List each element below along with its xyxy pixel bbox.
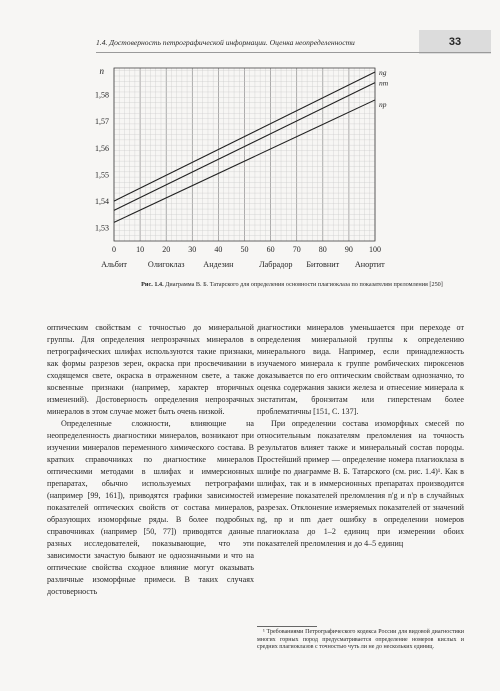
- mineral-label: Битовнит: [306, 260, 340, 269]
- mineral-label: Андезин: [203, 260, 234, 269]
- y-tick-label: 1,54: [95, 197, 109, 207]
- footnote: ¹ Требованиями Петрографического кодекса России для видовой диагностики многих горных пород предусматривается определение номеров кислых и средних плагиоклазов с точностью чуть ли не до нескольких единиц.: [257, 629, 464, 651]
- series-label-ng: ng: [379, 67, 387, 77]
- right-paragraph-1: диагностики минералов уменьшается при переходе от определения минеральной группы к определению минерального вида. Например, если принадлежность изучаемого минерала к группе ромбических пироксенов доказывается по его оптическим свойствам однозначно, то оценка содержания закиси железа и отнесение минерала к энстатитам, бронзитам или гиперстенам более проблематичны [151, С. 137].: [257, 323, 464, 416]
- mineral-label: Альбит: [101, 260, 127, 269]
- left-column: [47, 322, 254, 598]
- y-axis-label: n: [99, 66, 104, 76]
- running-header: 1.4. Достоверность петрографической информации. Оценка неопределенности: [96, 38, 355, 47]
- series-label-nm: nm: [379, 78, 389, 88]
- y-tick-label: 1,56: [95, 143, 109, 153]
- x-tick-label: 90: [344, 245, 353, 254]
- y-tick-label: 1,58: [95, 90, 109, 100]
- x-tick-label: 60: [266, 245, 275, 254]
- plagioclase-refractive-index-chart: [88, 58, 492, 282]
- mineral-label: Лабрадор: [259, 260, 293, 269]
- footnote-rule: [257, 626, 317, 627]
- page-number: 33: [419, 30, 491, 54]
- right-paragraph-2: При определении состава изоморфных смесей по относительным показателям преломления на точность результатов влияет также и минеральный состав породы. Простейший пример — определение номера плагиоклаза в шлифе по диаграмме В. Б. Татарского (см. рис. 1.4)¹. Как в шлифах, так и в иммерсионных препаратах производится измерение показателей преломления n'g и n'p в случайных разрезах. Отклонение измеряемых показателей от значений ng, np и nm дает ошибку в определении номеров плагиоклаза до 1–2 единиц при измерении обоих показателей преломления и до 4–5 единиц: [257, 419, 464, 548]
- y-tick-label: 1,55: [95, 170, 109, 180]
- series-label-np: np: [379, 99, 387, 109]
- figure-caption: [102, 281, 482, 289]
- x-tick-label: 0: [112, 245, 116, 254]
- left-paragraph-2: Определенные сложности, влияющие на неопределенность диагностики минералов, возникают при изучении минералов переменного химического состава. В кратких справочниках по диагностике минералов оптическими методами в шлифах и иммерсионных препаратах, обычно используемых петрографами (например [99, 161]), приводятся графики зависимостей показателей оптических свойств от состава минералов, образующих изоморфные ряды. В более подробных справочниках (например [50, 77]) приводятся данные разных исследователей, показывающие, что эти зависимости зачастую бывают не однозначными и что на оптические свойства сходное влияние могут оказывать различные изоморфные примеси. В таких случаях достоверность: [47, 419, 254, 596]
- header-rule: [96, 52, 491, 53]
- x-tick-label: 50: [240, 245, 249, 254]
- mineral-label: Анортит: [354, 260, 385, 269]
- figure-caption-label: Рис. 1.4.: [141, 281, 164, 288]
- y-tick-label: 1,53: [95, 223, 109, 233]
- x-tick-label: 10: [136, 245, 145, 254]
- x-tick-label: 40: [214, 245, 223, 254]
- x-tick-label: 100: [369, 245, 381, 254]
- x-tick-label: 30: [188, 245, 197, 254]
- x-tick-label: 20: [162, 245, 171, 254]
- figure-caption-text: Диаграмма В. Б. Татарского для определения основности плагиоклаза по показателям преломления [250]: [165, 281, 443, 288]
- right-column: [257, 322, 464, 550]
- left-paragraph-1: оптическим свойствам с точностью до минеральной группы. Для определения непрозрачных минералов в петрографических шлифах используются такие признаки, как формы разрезов зерен, окраска при просвечивании в сходящемся свете, окраска в отраженном свете, а также косвенные признаки (например, характер вторичных изменений). Достоверность определения непрозрачных минералов в этом случае может быть очень низкой.: [47, 323, 254, 416]
- x-tick-label: 70: [292, 245, 301, 254]
- mineral-label: Олигоклаз: [147, 260, 185, 269]
- x-tick-label: 80: [318, 245, 327, 254]
- y-tick-label: 1,57: [95, 117, 109, 127]
